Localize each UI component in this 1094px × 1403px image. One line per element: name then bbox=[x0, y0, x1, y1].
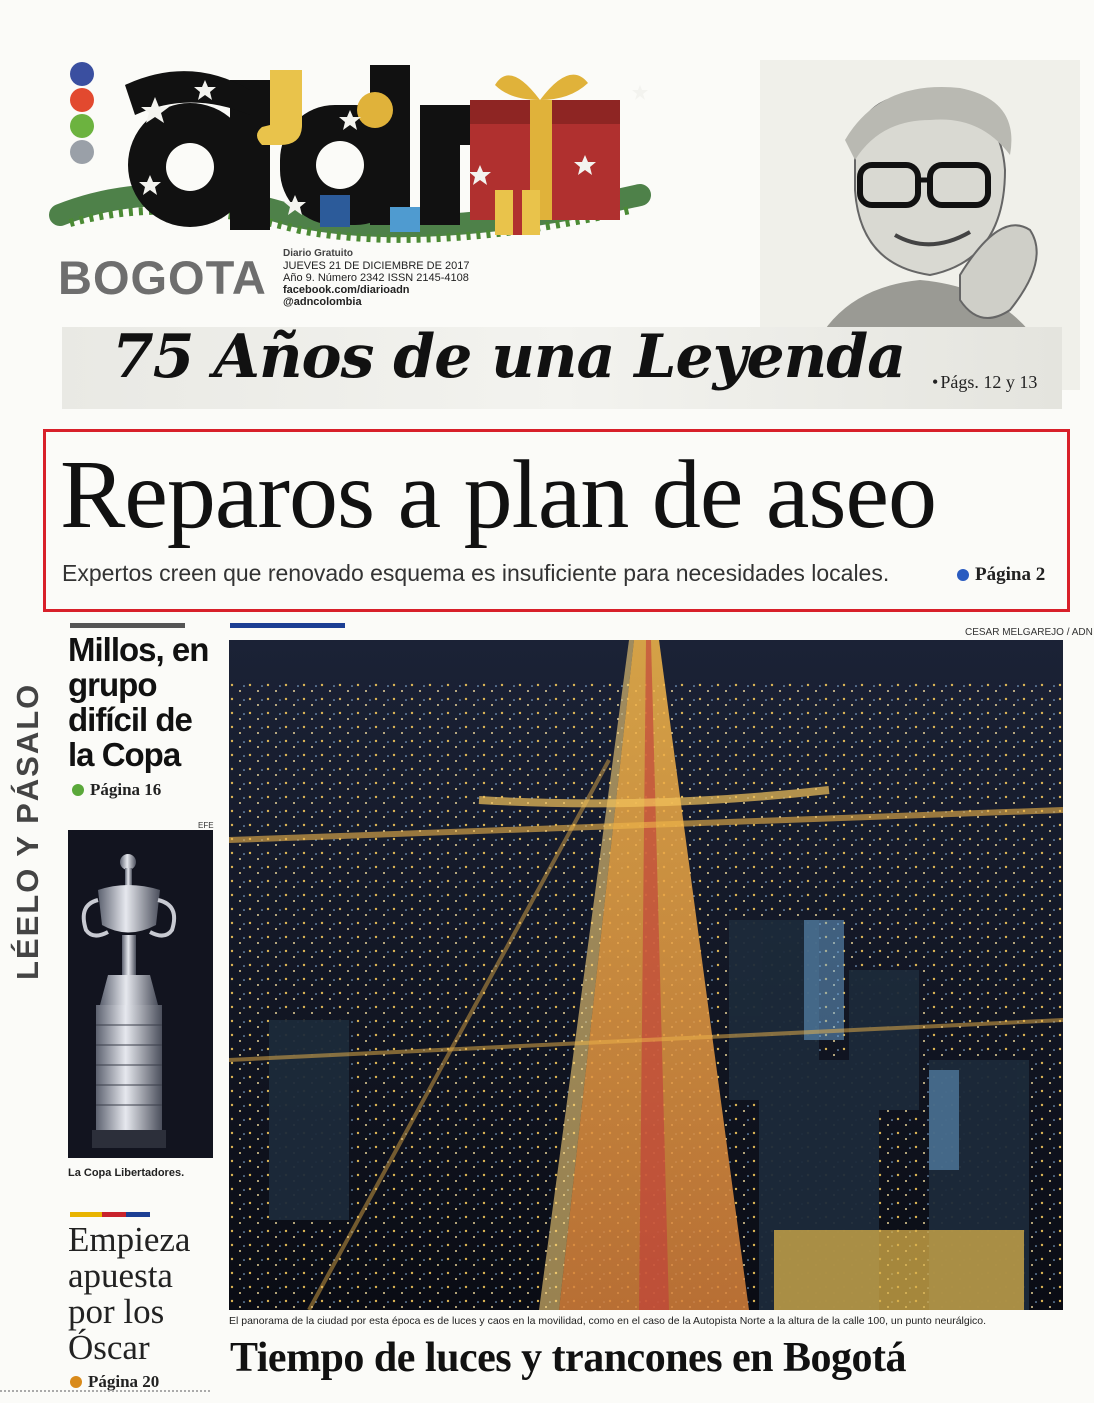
lead-page-ref-label: Página 2 bbox=[975, 564, 1046, 585]
logo-dots bbox=[70, 62, 94, 166]
main-photo-caption: El panorama de la ciudad por esta época es de luces y caos en la movilidad, como en el caso de la Autopista Norte a la altura de la calle 100, un punto neurálgico. bbox=[229, 1315, 987, 1327]
anniversary-page-ref[interactable]: • Págs. 12 y 13 bbox=[932, 372, 1037, 393]
lead-page-ref[interactable] bbox=[957, 564, 1045, 586]
oscar-headline[interactable]: Empieza apuesta por los Óscar bbox=[68, 1220, 191, 1367]
masthead bbox=[0, 0, 1094, 330]
city-night-aerial-icon bbox=[229, 640, 1063, 1310]
paper-tagline: Diario Gratuito bbox=[283, 248, 354, 259]
section-divider bbox=[70, 623, 185, 628]
cup-photo-caption: La Copa Libertadores. bbox=[68, 1167, 185, 1179]
present-blue-icon bbox=[320, 195, 350, 227]
logo-dot-icon bbox=[70, 88, 94, 112]
lead-headline[interactable]: Reparos a plan de aseo bbox=[60, 441, 936, 549]
lead-subhead: Expertos creen que renovado esquema es insuficiente para necesidades locales. bbox=[62, 560, 890, 586]
bell-icon bbox=[357, 92, 393, 128]
section-label: LÉELO Y PÁSALO bbox=[10, 682, 45, 980]
adn-logo bbox=[40, 45, 660, 255]
logo-dot-icon bbox=[70, 140, 94, 164]
bullet-icon bbox=[70, 1376, 82, 1388]
city-night-photo bbox=[229, 640, 1063, 1310]
logo-letter-a-icon bbox=[125, 71, 270, 230]
issue-number: Año 9. Número 2342 ISSN 2145-4108 bbox=[283, 272, 469, 284]
facebook-link[interactable]: facebook.com/diarioadn bbox=[283, 284, 410, 296]
section-divider bbox=[70, 1212, 150, 1217]
gift-box-icon bbox=[470, 75, 620, 235]
oscar-page-ref-label: Página 20 bbox=[88, 1372, 160, 1391]
edition-city: BOGOTA bbox=[58, 251, 267, 304]
page-edge-divider bbox=[0, 1390, 210, 1392]
millos-page-ref[interactable] bbox=[72, 780, 161, 800]
trophy-photo bbox=[68, 830, 213, 1158]
millos-headline[interactable]: Millos, en grupo difícil de la Copa bbox=[68, 631, 209, 773]
millos-page-ref-label: Página 16 bbox=[90, 780, 162, 799]
main-photo-credit: CESAR MELGAREJO / ADN bbox=[965, 627, 1093, 638]
bullet-icon bbox=[72, 784, 84, 796]
logo-dot-icon bbox=[70, 114, 94, 138]
cup-photo-credit: EFE bbox=[198, 821, 214, 830]
present-light-icon bbox=[390, 207, 420, 232]
oscar-page-ref[interactable] bbox=[70, 1372, 159, 1392]
edition-date: JUEVES 21 DE DICIEMBRE DE 2017 bbox=[283, 260, 470, 272]
social-handle[interactable]: @adncolombia bbox=[283, 296, 362, 308]
anniversary-title: 75 Años de una Leyenda bbox=[112, 322, 906, 392]
paper-info bbox=[283, 248, 469, 308]
trophy-icon bbox=[68, 830, 213, 1158]
section-divider bbox=[230, 623, 345, 628]
photo-headline[interactable]: Tiempo de luces y trancones en Bogotá bbox=[230, 1335, 907, 1381]
logo-dot-icon bbox=[70, 62, 94, 86]
bullet-icon bbox=[957, 569, 969, 581]
